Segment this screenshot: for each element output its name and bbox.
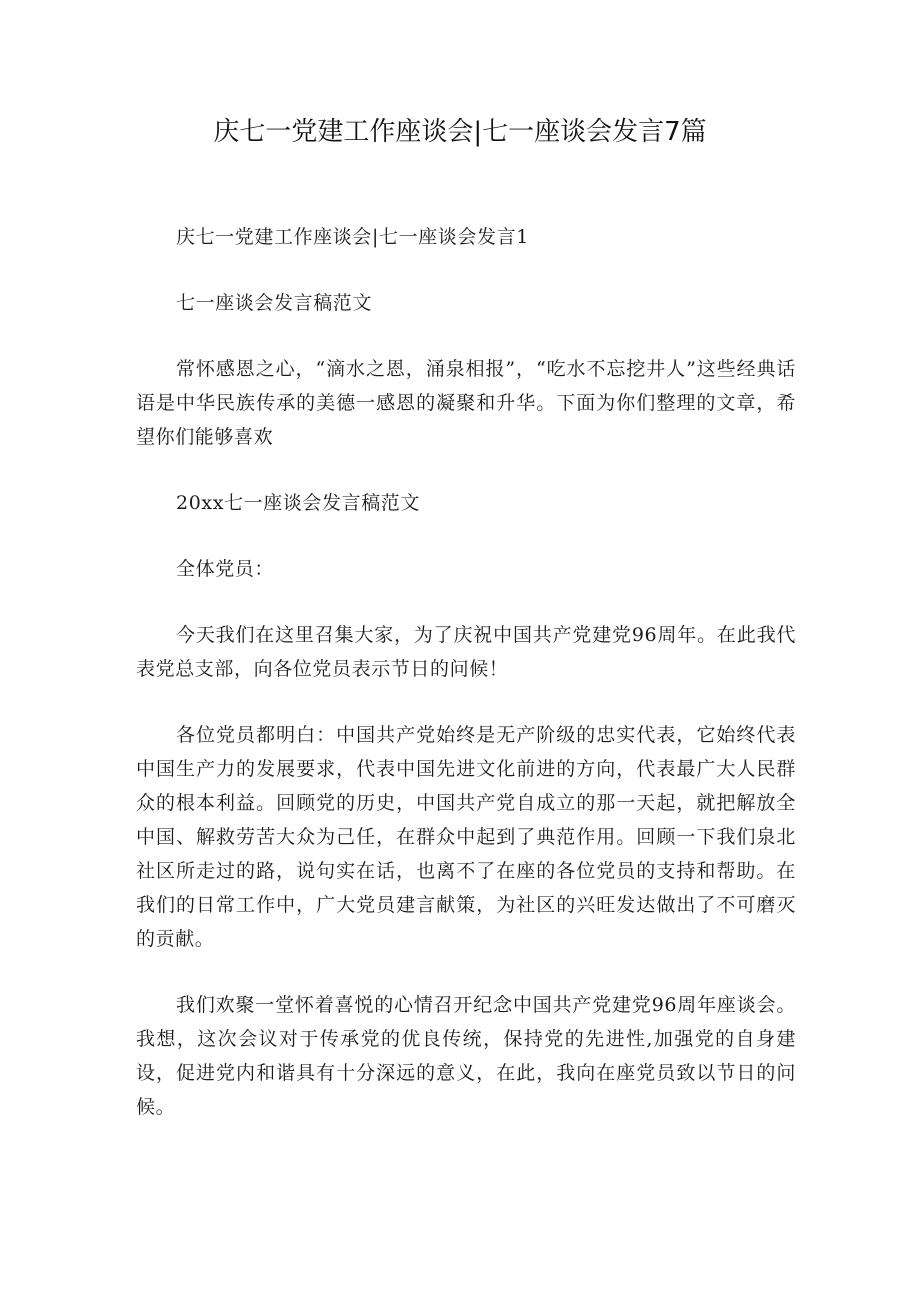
intro-paragraph: 常怀感恩之心，“滴水之恩，涌泉相报”，“吃水不忘挖井人”这些经典话语是中华民族传承的美德一感恩的凝聚和升华。下面为你们整理的文章，希望你们能够喜欢 (136, 358, 796, 448)
speech-title: 七一座谈会发言稿范文 (176, 292, 373, 314)
document-title: 庆七一党建工作座谈会|七一座谈会发言7篇 (213, 117, 707, 147)
document-body (136, 220, 796, 1156)
salutation: 全体党员： (176, 558, 275, 580)
speech-subtitle: 20xx七一座谈会发言稿范文 (176, 492, 421, 514)
body-paragraph: 今天我们在这里召集大家，为了庆祝中国共产党建党96周年。在此我代表党总支部，向各位党员表示节日的问候！ (136, 624, 796, 680)
body-paragraph: 各位党员都明白：中国共产党始终是无产阶级的忠实代表，它始终代表中国生产力的发展要求，代表中国先进文化前进的方向，代表最广大人民群众的根本利益。回顾党的历史，中国共产党自成立的那一天起，就把解放全中国、解救劳苦大众为己任，在群众中起到了典范作用。回顾一下我们泉北社区所走过的路，说句实在话，也离不了在座的各位党员的支持和帮助。在我们的日常工作中，广大党员建言献策，为社区的兴旺发达做出了不可磨灭的贡献。 (136, 724, 796, 950)
section-heading: 庆七一党建工作座谈会|七一座谈会发言1 (176, 226, 529, 248)
body-paragraph: 我们欢聚一堂怀着喜悦的心情召开纪念中国共产党建党96周年座谈会。我想，这次会议对于传承党的优良传统，保持党的先进性,加强党的自身建设，促进党内和谐具有十分深远的意义，在此，我向在座党员致以节日的问候。 (136, 994, 796, 1118)
